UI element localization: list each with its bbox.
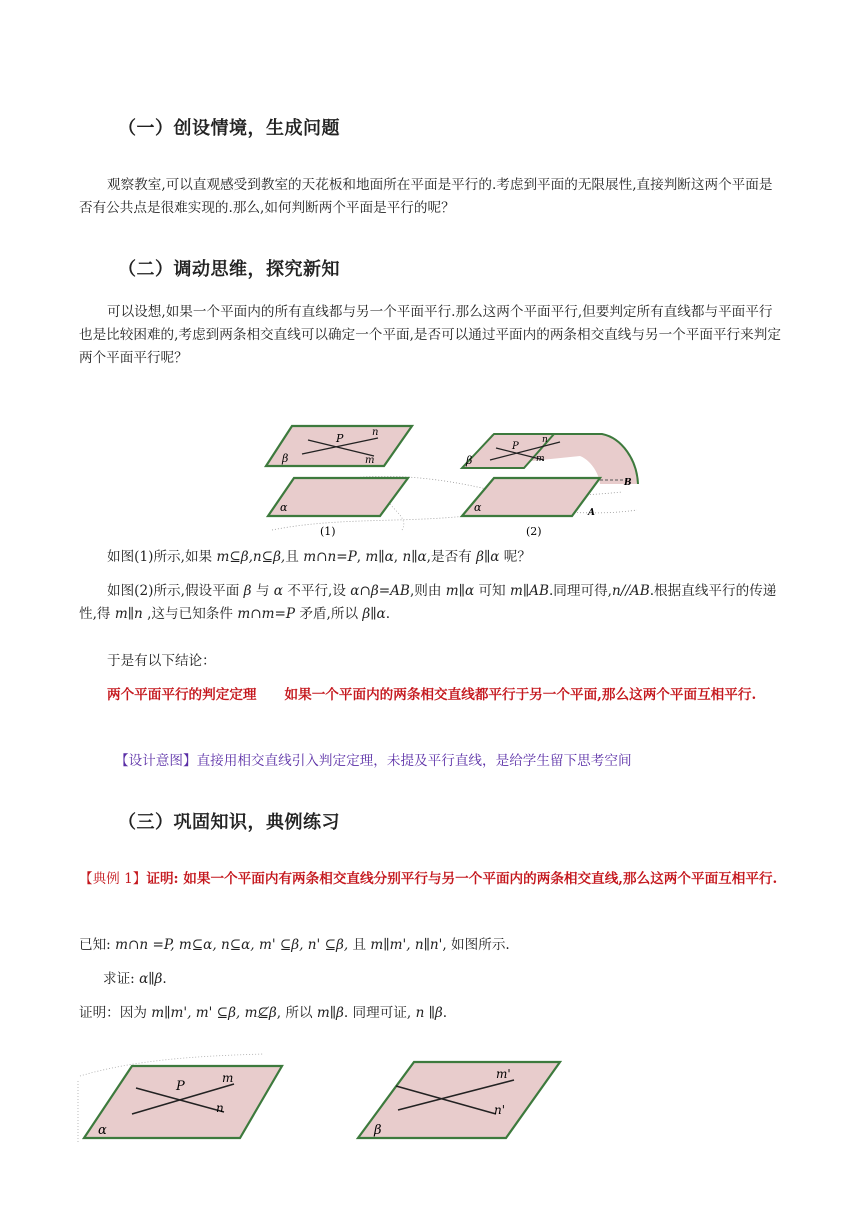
text: 如图(1)所示,如果: [107, 549, 217, 565]
figure-plane-parallel-1: [262, 418, 642, 542]
label-n-1: n: [372, 427, 379, 438]
section-1-paragraph: 观察教室,可以直观感受到教室的天花板和地面所在平面是平行的.考虑到平面的无限展性,直接判断这两个平面是否有公共点是很难实现的.那么,如何判断两个平面是平行的呢？: [79, 177, 773, 216]
label-m-1: m: [365, 455, 375, 466]
section-1-heading: （一）创设情境，生成问题: [118, 118, 340, 139]
text: ,则由: [409, 583, 446, 599]
theorem-name: 两个平面平行的判定定理: [107, 687, 257, 703]
design-intent: [115, 750, 795, 773]
math: m∩n=P: [303, 549, 357, 565]
design-intent-text: 直接用相交直线引入判定定理，未提及平行直线，是给学生留下思考空间: [196, 753, 632, 769]
example-text: 证明: 如果一个平面内有两条相交直线分别平行与另一个平面内的两条相交直线,那么这两个平面互相平行.: [146, 871, 778, 887]
label-m: m: [222, 1071, 234, 1085]
math: β∥α: [362, 606, 386, 622]
text: .: [385, 606, 391, 622]
section-2-paragraph: 可以设想,如果一个平面内的所有直线都与另一个平面平行.那么这两个平面平行,但要判定所有直线都与平面平行也是比较困难的,考虑到两条相交直线可以确定一个平面,是否可以通过平面内的两条相交直线与另一个平面平行来判定两个平面平行呢？: [79, 304, 781, 366]
conclusion-intro: 于是有以下结论：: [107, 653, 216, 669]
math: β: [243, 583, 252, 599]
text: .同理可得,: [548, 583, 612, 599]
label-P-2: P: [512, 441, 519, 452]
alpha-plane-2: [462, 478, 600, 516]
text: ,: [393, 549, 403, 565]
section-2-heading: （二）调动思维，探究新知: [118, 259, 340, 280]
given-line: [79, 934, 785, 957]
math: n ∥β: [415, 1005, 443, 1021]
math: m∥α: [365, 549, 394, 565]
label-P: P: [176, 1079, 185, 1094]
math: α: [273, 583, 283, 599]
math: m∥m', m' ⊆β, m⊈β: [151, 1005, 277, 1021]
label-beta-1: β: [282, 452, 289, 465]
text: 且: [348, 937, 371, 953]
figure-example-planes: [74, 1050, 574, 1150]
text: ,这与已知条件: [142, 606, 238, 622]
math: m∥m', n∥n': [370, 937, 443, 953]
label-m-prime: m': [496, 1067, 511, 1081]
example-1: [79, 868, 785, 891]
label-n: n: [216, 1101, 224, 1115]
math: m∥AB: [509, 583, 549, 599]
label-m-2: m: [536, 454, 545, 464]
theorem-text: 如果一个平面内的两条相交直线都平行于另一个平面,那么这两个平面互相平行.: [284, 687, 757, 703]
alpha-plane-1: [268, 478, 408, 516]
figure-2-paragraph: [79, 580, 785, 626]
text: . 同理可证,: [343, 1005, 416, 1021]
text: 矛盾,所以: [295, 606, 363, 622]
label-beta: β: [374, 1123, 382, 1138]
text: 不平行,设: [282, 583, 351, 599]
math: m∥n: [114, 606, 143, 622]
prove-line: [103, 968, 167, 991]
label-B: B: [624, 478, 632, 488]
theorem: [107, 684, 787, 707]
math: n//AB: [612, 583, 650, 599]
text: .: [442, 1005, 448, 1021]
text: , 所以: [276, 1005, 317, 1021]
text: .根据直线平行的传递性,得: [79, 583, 777, 622]
math: α∩β=AB: [350, 583, 410, 599]
math: α∥β: [139, 971, 163, 987]
text: ,是否有: [426, 549, 477, 565]
proof-line: [79, 1002, 785, 1025]
text: 与: [251, 583, 274, 599]
math: m∥β: [316, 1005, 344, 1021]
alpha-plane: [84, 1066, 282, 1138]
text: , 如图所示.: [442, 937, 510, 953]
figure-1-paragraph: [107, 546, 787, 569]
text: ,: [356, 549, 366, 565]
text: 已知:: [79, 937, 116, 953]
label-A: A: [588, 508, 595, 518]
text: 证明：因为: [79, 1005, 152, 1021]
math: m∩n =P, m⊆α, n⊆α, m' ⊆β, n' ⊆β,: [115, 937, 349, 953]
section-3-heading: （三）巩固知识，典例练习: [118, 812, 340, 833]
caption-1: (1): [320, 525, 336, 538]
text: 可知: [474, 583, 510, 599]
text: 且: [285, 549, 304, 565]
label-alpha-1: α: [280, 501, 288, 514]
math: n∥α: [402, 549, 427, 565]
text: 如图(2)所示,假设平面: [107, 583, 244, 599]
math: β∥α: [476, 549, 500, 565]
text: 求证:: [103, 971, 140, 987]
label-n-2: n: [542, 435, 548, 445]
text: .: [162, 971, 167, 987]
math: m⊆β,n⊆β,: [216, 549, 286, 565]
label-P-1: P: [336, 432, 344, 445]
label-beta-2: β: [466, 454, 473, 467]
label-alpha-2: α: [474, 501, 482, 514]
design-intent-tag: 【设计意图】: [115, 753, 197, 769]
text: 呢？: [499, 549, 531, 565]
label-alpha: α: [98, 1123, 107, 1138]
label-n-prime: n': [494, 1103, 506, 1117]
math: m∩m=P: [237, 606, 296, 622]
example-tag: 【典例 1】: [79, 871, 147, 887]
math: m∥α: [445, 583, 475, 599]
beta-plane: [358, 1062, 560, 1138]
caption-2: (2): [526, 525, 542, 538]
